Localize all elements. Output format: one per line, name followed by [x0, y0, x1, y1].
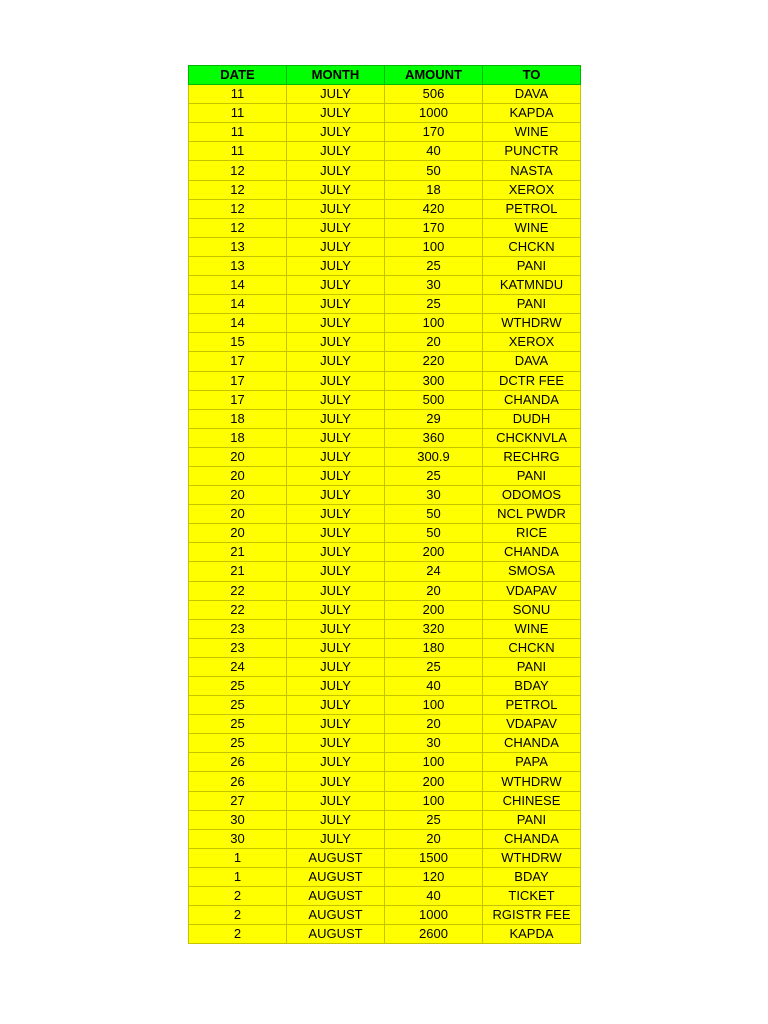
- date-cell: 18: [189, 409, 287, 428]
- amount-cell: 170: [385, 123, 483, 142]
- table-row: [189, 734, 581, 753]
- to-cell: WINE: [483, 619, 581, 638]
- amount-cell: 18: [385, 180, 483, 199]
- amount-cell: 30: [385, 276, 483, 295]
- amount-cell: 25: [385, 466, 483, 485]
- to-cell: WINE: [483, 218, 581, 237]
- to-cell: PANI: [483, 466, 581, 485]
- date-cell: 22: [189, 581, 287, 600]
- date-cell: 26: [189, 772, 287, 791]
- table-row: [189, 505, 581, 524]
- month-cell: AUGUST: [287, 906, 385, 925]
- date-cell: 20: [189, 505, 287, 524]
- month-cell: JULY: [287, 753, 385, 772]
- to-cell: XEROX: [483, 333, 581, 352]
- table-row: [189, 256, 581, 275]
- amount-cell: 24: [385, 562, 483, 581]
- column-header-amount: AMOUNT: [385, 66, 483, 85]
- month-cell: JULY: [287, 123, 385, 142]
- table-row: [189, 237, 581, 256]
- date-cell: 1: [189, 848, 287, 867]
- amount-cell: 50: [385, 505, 483, 524]
- month-cell: JULY: [287, 428, 385, 447]
- month-cell: AUGUST: [287, 925, 385, 944]
- to-cell: PANI: [483, 256, 581, 275]
- to-cell: DAVA: [483, 85, 581, 104]
- month-cell: JULY: [287, 314, 385, 333]
- table-row: [189, 123, 581, 142]
- to-cell: VDAPAV: [483, 581, 581, 600]
- date-cell: 30: [189, 810, 287, 829]
- to-cell: PETROL: [483, 696, 581, 715]
- table-row: [189, 772, 581, 791]
- amount-cell: 100: [385, 753, 483, 772]
- date-cell: 25: [189, 715, 287, 734]
- table-row: [189, 466, 581, 485]
- date-cell: 17: [189, 352, 287, 371]
- table-row: [189, 887, 581, 906]
- to-cell: RECHRG: [483, 447, 581, 466]
- month-cell: JULY: [287, 638, 385, 657]
- date-cell: 11: [189, 85, 287, 104]
- to-cell: KAPDA: [483, 104, 581, 123]
- table-row: [189, 791, 581, 810]
- date-cell: 17: [189, 371, 287, 390]
- date-cell: 17: [189, 390, 287, 409]
- to-cell: CHANDA: [483, 734, 581, 753]
- table-row: [189, 180, 581, 199]
- date-cell: 25: [189, 696, 287, 715]
- month-cell: JULY: [287, 562, 385, 581]
- month-cell: JULY: [287, 199, 385, 218]
- to-cell: PANI: [483, 810, 581, 829]
- month-cell: JULY: [287, 390, 385, 409]
- date-cell: 13: [189, 256, 287, 275]
- date-cell: 12: [189, 218, 287, 237]
- table-row: [189, 371, 581, 390]
- date-cell: 18: [189, 428, 287, 447]
- amount-cell: 200: [385, 543, 483, 562]
- table-row: [189, 276, 581, 295]
- date-cell: 14: [189, 276, 287, 295]
- month-cell: JULY: [287, 447, 385, 466]
- expense-table: [188, 65, 581, 944]
- date-cell: 11: [189, 142, 287, 161]
- amount-cell: 25: [385, 810, 483, 829]
- to-cell: KATMNDU: [483, 276, 581, 295]
- date-cell: 22: [189, 600, 287, 619]
- month-cell: JULY: [287, 619, 385, 638]
- date-cell: 20: [189, 447, 287, 466]
- table-row: [189, 867, 581, 886]
- to-cell: CHCKNVLA: [483, 428, 581, 447]
- month-cell: JULY: [287, 409, 385, 428]
- amount-cell: 25: [385, 295, 483, 314]
- table-row: [189, 581, 581, 600]
- date-cell: 20: [189, 524, 287, 543]
- amount-cell: 200: [385, 772, 483, 791]
- to-cell: CHANDA: [483, 829, 581, 848]
- to-cell: SONU: [483, 600, 581, 619]
- date-cell: 23: [189, 619, 287, 638]
- column-header-date: DATE: [189, 66, 287, 85]
- to-cell: BDAY: [483, 677, 581, 696]
- amount-cell: 2600: [385, 925, 483, 944]
- date-cell: 27: [189, 791, 287, 810]
- date-cell: 14: [189, 295, 287, 314]
- to-cell: PANI: [483, 657, 581, 676]
- to-cell: ODOMOS: [483, 486, 581, 505]
- amount-cell: 100: [385, 314, 483, 333]
- date-cell: 25: [189, 734, 287, 753]
- month-cell: JULY: [287, 295, 385, 314]
- amount-cell: 1500: [385, 848, 483, 867]
- to-cell: KAPDA: [483, 925, 581, 944]
- amount-cell: 100: [385, 237, 483, 256]
- table-row: [189, 428, 581, 447]
- month-cell: JULY: [287, 829, 385, 848]
- amount-cell: 20: [385, 829, 483, 848]
- amount-cell: 360: [385, 428, 483, 447]
- to-cell: PETROL: [483, 199, 581, 218]
- table-row: [189, 829, 581, 848]
- table-row: [189, 848, 581, 867]
- date-cell: 20: [189, 466, 287, 485]
- table-row: [189, 696, 581, 715]
- date-cell: 14: [189, 314, 287, 333]
- to-cell: CHCKN: [483, 237, 581, 256]
- table-row: [189, 409, 581, 428]
- table-row: [189, 199, 581, 218]
- month-cell: JULY: [287, 486, 385, 505]
- to-cell: CHINESE: [483, 791, 581, 810]
- table-row: [189, 390, 581, 409]
- to-cell: NASTA: [483, 161, 581, 180]
- amount-cell: 40: [385, 887, 483, 906]
- to-cell: DUDH: [483, 409, 581, 428]
- month-cell: JULY: [287, 161, 385, 180]
- table-row: [189, 677, 581, 696]
- amount-cell: 50: [385, 524, 483, 543]
- month-cell: AUGUST: [287, 887, 385, 906]
- amount-cell: 20: [385, 581, 483, 600]
- amount-cell: 1000: [385, 906, 483, 925]
- to-cell: VDAPAV: [483, 715, 581, 734]
- amount-cell: 20: [385, 715, 483, 734]
- to-cell: RICE: [483, 524, 581, 543]
- amount-cell: 1000: [385, 104, 483, 123]
- table-row: [189, 925, 581, 944]
- to-cell: XEROX: [483, 180, 581, 199]
- table-row: [189, 715, 581, 734]
- table-row: [189, 906, 581, 925]
- column-header-to: TO: [483, 66, 581, 85]
- amount-cell: 500: [385, 390, 483, 409]
- month-cell: JULY: [287, 543, 385, 562]
- month-cell: JULY: [287, 657, 385, 676]
- date-cell: 30: [189, 829, 287, 848]
- to-cell: PUNCTR: [483, 142, 581, 161]
- table-row: [189, 486, 581, 505]
- month-cell: JULY: [287, 581, 385, 600]
- amount-cell: 506: [385, 85, 483, 104]
- month-cell: JULY: [287, 600, 385, 619]
- amount-cell: 420: [385, 199, 483, 218]
- date-cell: 13: [189, 237, 287, 256]
- amount-cell: 30: [385, 734, 483, 753]
- month-cell: JULY: [287, 734, 385, 753]
- month-cell: AUGUST: [287, 848, 385, 867]
- date-cell: 12: [189, 199, 287, 218]
- table-row: [189, 333, 581, 352]
- to-cell: PANI: [483, 295, 581, 314]
- table-row: [189, 619, 581, 638]
- date-cell: 24: [189, 657, 287, 676]
- month-cell: JULY: [287, 85, 385, 104]
- amount-cell: 220: [385, 352, 483, 371]
- to-cell: SMOSA: [483, 562, 581, 581]
- date-cell: 12: [189, 161, 287, 180]
- amount-cell: 40: [385, 142, 483, 161]
- month-cell: JULY: [287, 333, 385, 352]
- to-cell: WTHDRW: [483, 314, 581, 333]
- amount-cell: 300.9: [385, 447, 483, 466]
- month-cell: JULY: [287, 677, 385, 696]
- date-cell: 1: [189, 867, 287, 886]
- date-cell: 21: [189, 562, 287, 581]
- table-row: [189, 600, 581, 619]
- table-body: [189, 85, 581, 944]
- table-row: [189, 810, 581, 829]
- month-cell: JULY: [287, 237, 385, 256]
- amount-cell: 40: [385, 677, 483, 696]
- month-cell: JULY: [287, 276, 385, 295]
- month-cell: JULY: [287, 218, 385, 237]
- date-cell: 2: [189, 925, 287, 944]
- date-cell: 11: [189, 104, 287, 123]
- month-cell: JULY: [287, 505, 385, 524]
- amount-cell: 25: [385, 657, 483, 676]
- to-cell: WTHDRW: [483, 848, 581, 867]
- month-cell: JULY: [287, 142, 385, 161]
- table-row: [189, 447, 581, 466]
- table-row: [189, 161, 581, 180]
- month-cell: JULY: [287, 772, 385, 791]
- to-cell: RGISTR FEE: [483, 906, 581, 925]
- table-row: [189, 314, 581, 333]
- table-row: [189, 352, 581, 371]
- date-cell: 21: [189, 543, 287, 562]
- date-cell: 20: [189, 486, 287, 505]
- to-cell: CHANDA: [483, 390, 581, 409]
- table-row: [189, 638, 581, 657]
- amount-cell: 170: [385, 218, 483, 237]
- month-cell: JULY: [287, 696, 385, 715]
- amount-cell: 30: [385, 486, 483, 505]
- amount-cell: 320: [385, 619, 483, 638]
- to-cell: NCL PWDR: [483, 505, 581, 524]
- amount-cell: 200: [385, 600, 483, 619]
- to-cell: CHCKN: [483, 638, 581, 657]
- amount-cell: 120: [385, 867, 483, 886]
- month-cell: JULY: [287, 180, 385, 199]
- table-row: [189, 85, 581, 104]
- date-cell: 23: [189, 638, 287, 657]
- table-row: [189, 218, 581, 237]
- to-cell: WTHDRW: [483, 772, 581, 791]
- table-row: [189, 295, 581, 314]
- amount-cell: 300: [385, 371, 483, 390]
- to-cell: WINE: [483, 123, 581, 142]
- amount-cell: 20: [385, 333, 483, 352]
- month-cell: JULY: [287, 256, 385, 275]
- to-cell: PAPA: [483, 753, 581, 772]
- table-header-row: [189, 66, 581, 85]
- table-row: [189, 524, 581, 543]
- month-cell: JULY: [287, 791, 385, 810]
- table-row: [189, 104, 581, 123]
- month-cell: JULY: [287, 810, 385, 829]
- to-cell: TICKET: [483, 887, 581, 906]
- month-cell: JULY: [287, 524, 385, 543]
- to-cell: BDAY: [483, 867, 581, 886]
- month-cell: AUGUST: [287, 867, 385, 886]
- date-cell: 11: [189, 123, 287, 142]
- table-row: [189, 562, 581, 581]
- date-cell: 26: [189, 753, 287, 772]
- amount-cell: 100: [385, 696, 483, 715]
- amount-cell: 29: [385, 409, 483, 428]
- month-cell: JULY: [287, 371, 385, 390]
- date-cell: 15: [189, 333, 287, 352]
- table-row: [189, 657, 581, 676]
- month-cell: JULY: [287, 466, 385, 485]
- table-row: [189, 753, 581, 772]
- table-row: [189, 543, 581, 562]
- date-cell: 2: [189, 906, 287, 925]
- table-row: [189, 142, 581, 161]
- date-cell: 12: [189, 180, 287, 199]
- amount-cell: 25: [385, 256, 483, 275]
- month-cell: JULY: [287, 715, 385, 734]
- column-header-month: MONTH: [287, 66, 385, 85]
- to-cell: DAVA: [483, 352, 581, 371]
- amount-cell: 100: [385, 791, 483, 810]
- month-cell: JULY: [287, 352, 385, 371]
- date-cell: 2: [189, 887, 287, 906]
- month-cell: JULY: [287, 104, 385, 123]
- amount-cell: 180: [385, 638, 483, 657]
- date-cell: 25: [189, 677, 287, 696]
- to-cell: CHANDA: [483, 543, 581, 562]
- amount-cell: 50: [385, 161, 483, 180]
- to-cell: DCTR FEE: [483, 371, 581, 390]
